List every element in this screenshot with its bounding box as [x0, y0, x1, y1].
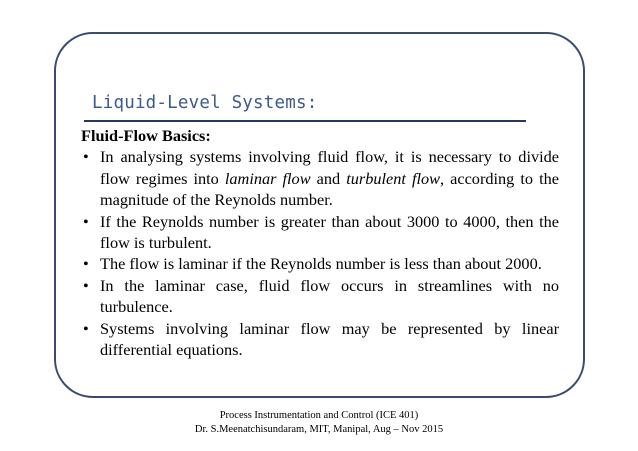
footer-author: Dr. S.Meenatchisundaram, MIT, Manipal, Aug – Nov 2015: [194, 424, 444, 435]
bullet-text: In the laminar case, fluid flow occurs in streamlines with no turbulence.: [100, 275, 559, 317]
bullet-text: Systems involving laminar flow may be represented by linear differential equations.: [100, 318, 559, 360]
slide-title: Liquid-Level Systems:: [92, 93, 318, 113]
emphasis-laminar-flow: laminar flow: [224, 168, 311, 188]
bullet-item: [81, 253, 559, 274]
bullet-item: [81, 146, 559, 210]
bullet-text: , according to the magnitude of the Reynolds number.: [100, 168, 559, 210]
bullet-item: [81, 275, 559, 318]
bullet-text: The flow is laminar if the Reynolds number is less than about 2000.: [100, 254, 542, 274]
slide-body: [81, 125, 559, 360]
section-heading: Fluid-Flow Basics:: [81, 126, 211, 145]
bullet-text: In analysing systems involving fluid flow, it is necessary to divide flow regimes into: [100, 147, 559, 188]
bullet-dot-icon: •: [83, 254, 89, 274]
bullet-dot-icon: •: [83, 211, 89, 231]
bullet-dot-icon: •: [83, 318, 89, 338]
footer-course: Process Instrumentation and Control (ICE 401): [219, 410, 419, 421]
bullet-text: and: [310, 168, 347, 188]
bullet-item: [81, 211, 559, 254]
title-underline: [84, 120, 526, 122]
bullet-dot-icon: •: [83, 275, 89, 295]
bullet-dot-icon: •: [83, 147, 89, 167]
bullet-item: [81, 318, 559, 361]
bullet-text: If the Reynolds number is greater than about 3000 to 4000, then the flow is turbulent.: [100, 211, 559, 253]
emphasis-turbulent-flow: turbulent flow: [346, 168, 440, 188]
bullet-list: [81, 146, 559, 360]
